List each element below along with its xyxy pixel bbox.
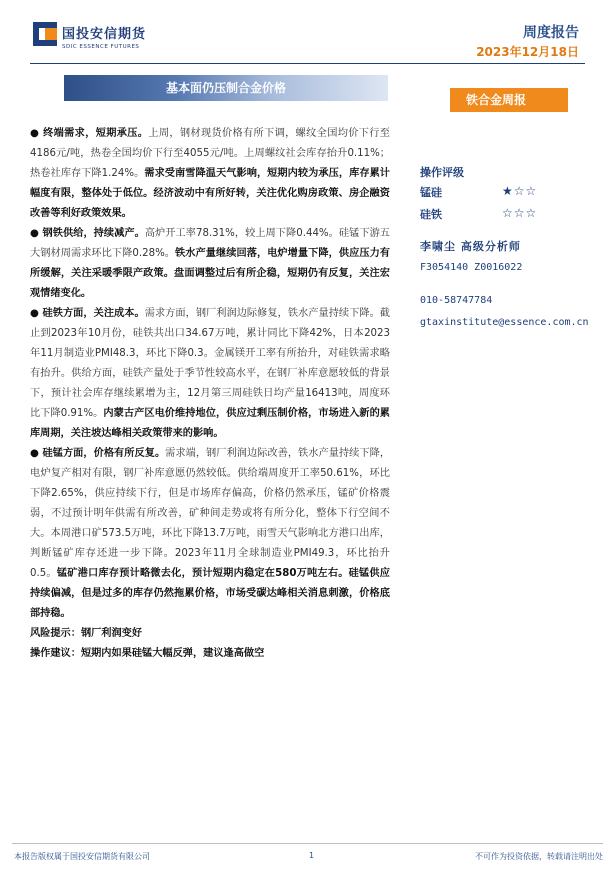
company-name-cn: 国投安信期货 [62,27,147,42]
paragraph-text: 需求方面，钢厂利润边际修复，铁水产量持续下降。截止到2023年10月份，硅铁共出口34.67万吨，累计同比下降42%，日本2023年11月制造业PMI48.3，环比下降0.3。金属镁开工率有所抬升，对硅铁需求略有抬升。供给方面，硅铁产量处于季节性较高水平，在钢厂补库意愿较低的背景下，预计社会库存继续累增为主，12月第三周硅铁日均产量16413吨，周度环比下降0.91%。 [30,308,390,419]
company-name-en: SDIC ESSENCE FUTURES [62,44,140,50]
paragraph-conclusion: 锰矿港口库存预计略微去化，预计短期内稳定在580万吨左右。硅锰供应持续偏减，但是过多的库存仍然拖累价格，市场受碳达峰相关消息刺激，价格底部持稳。 [30,568,390,619]
headline-title: 基本面仍压制合金价格 [165,81,286,95]
paragraph-conclusion: 内蒙古产区电价维持地位，供应过剩压制价格，市场进入新的累库周期，关注坡达峰相关政策带来的影响。 [30,408,390,439]
empty-star-icon: ☆☆☆ [502,206,538,220]
paragraph-lead: ● 硅铁方面，关注成本。 [30,308,145,319]
analyst-name: 李啸尘 高级分析师 [420,240,521,253]
operation-advice [30,644,390,664]
paragraph-lead: ● 终端需求，短期承压。 [30,128,149,139]
risk-label: 风险提示： [30,628,81,639]
paragraph-conclusion: 需求受南雪降温天气影响，短期内较为承压，库存累计幅度有限，整体处于低位。经济波动中有所好转，关注优化购房政策、房企融资改善等利好政策效果。 [30,168,390,219]
main-content [30,124,390,664]
empty-star-icon: ☆☆ [513,184,538,198]
paragraph-demand [30,124,390,224]
rating-stars-icon [502,206,537,220]
company-name [62,23,146,50]
footer-copyright: 本报告版权属于国投安信期货有限公司 [14,852,150,861]
advice-text: 短期内如果硅锰大幅反弹，建议逢高做空 [80,648,265,659]
footer-disclaimer: 不可作为投资依据，转载请注明出处 [475,852,603,861]
rating-title: 操作评级 [420,166,464,179]
report-category-tag: 铁合金周报 [450,88,568,112]
paragraph-text: 高炉开工率78.31%，较上周下降0.44%。硅锰下游五大钢材周需求环比下降0.28%。 [30,228,390,259]
paragraph-ferrosilicon [30,304,390,444]
paragraph-text: 上周，钢材现货价格有所下调，螺纹全国均价下行至4186元/吨，热卷全国均价下行至4055元/吨。上周螺纹社会库存抬升0.11%；热卷社库存下降1.24%。 [30,128,390,179]
paragraph-conclusion: 铁水产量继续回落，电炉增量下降，供应压力有所缓解，关注采暖季限产政策。盘面调整过后有所企稳，短期仍有反复，关注宏观情绪变化。 [30,248,390,299]
header-divider [30,63,585,64]
risk-warning [30,624,390,644]
footer-divider [12,843,603,844]
advice-label: 操作建议： [30,648,81,659]
filled-star-icon: ★ [502,184,514,198]
rating-row-silicomanganese [420,184,570,200]
rating-name: 硅铁 [420,208,442,221]
rating-row-ferrosilicon [420,206,570,222]
analyst-certificate: F3054140 Z0016022 [420,262,523,273]
paragraph-lead: ● 硅锰方面，价格有所反复。 [30,448,166,459]
page-number: 1 [309,851,315,860]
report-type: 周度报告 [523,25,579,41]
rating-name: 锰硅 [420,186,442,199]
paragraph-lead: ● 钢铁供给，持续减产。 [30,228,145,239]
paragraph-steel-supply [30,224,390,304]
paragraph-text: 需求端，钢厂利润边际改善，铁水产量持续下降，电炉复产相对有限，钢厂补库意愿仍然较低。供给端周度开工率50.61%，环比下降2.65%，供应持续下行，但是市场库存偏高，价格仍然承压，锰矿价格震弱，不过预计明年供需有所改善，矿种间走势或将有所分化，整体下行空间不大。本周港口矿573.5万吨，环比下降13.7万吨，雨雪天气影响北方港口出库，判断锰矿库存还进一步下降。2023年11月全球制造业PMI49.3，环比抬升0.5。 [30,448,391,579]
rating-stars-icon [502,184,537,198]
company-logo [33,22,57,46]
paragraph-silicomanganese [30,444,390,624]
contact-email[interactable]: gtaxinstitute@essence.com.cn [420,317,589,328]
contact-phone: 010-58747784 [420,295,493,306]
risk-text: 钢厂利润变好 [80,628,143,639]
report-date: 2023年12月18日 [476,45,579,59]
